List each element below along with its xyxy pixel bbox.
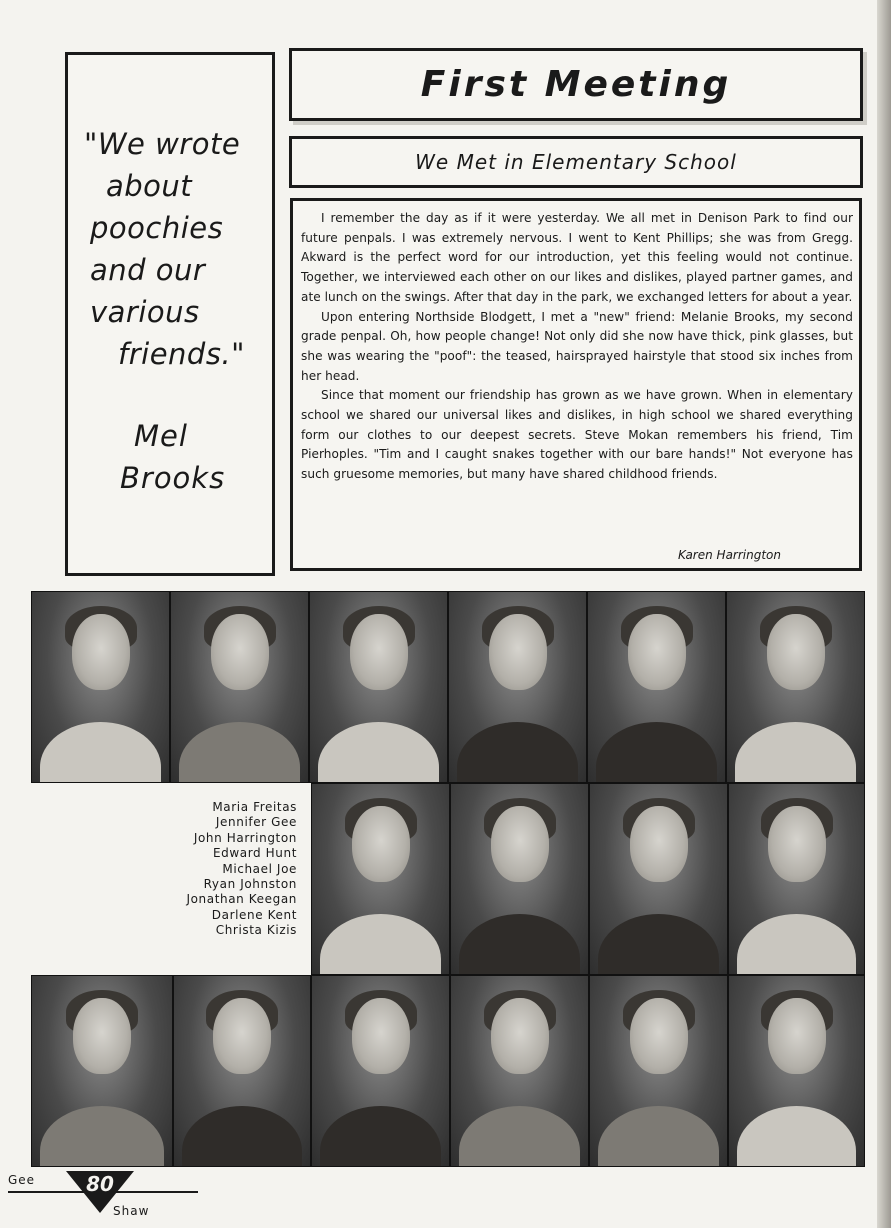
quote-line: "We wrote (84, 127, 241, 161)
student-name: Jonathan Keegan (186, 892, 297, 907)
student-name: Christa Kizis (215, 923, 297, 938)
portrait-photo (451, 976, 588, 1166)
quote-author-line: Mel (134, 419, 188, 453)
story-box (290, 198, 862, 571)
student-name: Ryan Johnston (203, 877, 297, 892)
story-paragraph: Since that moment our friendship has grown as we have grown. When in elementary school we shared our universal likes and dislikes, in high school we shared everything form our clothes to our deepest secrets. Steve Mokan remembers his friend, Tim Pierhoples. "Tim and I caught snakes together with our bare hands!" Not everyone has such gruesome memories, but many have shared childhood friends. (301, 388, 853, 482)
footer-name-end: Shaw (113, 1204, 150, 1218)
story-text (301, 209, 853, 485)
story-paragraph: Upon entering Northside Blodgett, I met a "new" friend: Melanie Brooks, my second grade penpal. Oh, how people change! Not only did she now have thick, pink glasses, but she was wearing the "poof": the teased, hairsprayed hairstyle that stood six inches from her head. (301, 309, 853, 383)
quote-line: and our (90, 253, 206, 287)
student-name: Jennifer Gee (215, 815, 297, 830)
author-signature: Karen Harrington (678, 548, 781, 562)
quote-line: various (90, 295, 200, 329)
portrait-photo (174, 976, 310, 1166)
portrait-photo (588, 592, 725, 782)
student-name: John Harrington (193, 830, 297, 845)
page-binding-edge (877, 0, 891, 1228)
portrait-photo (171, 592, 308, 782)
portrait-photo (310, 592, 447, 782)
student-name: Michael Joe (222, 861, 297, 876)
portrait-photo (590, 976, 727, 1166)
portrait-photo (590, 784, 727, 974)
footer-name-start: Gee (8, 1173, 36, 1187)
quote-author-line: Brooks (120, 461, 226, 495)
quote-box (65, 52, 275, 576)
quote-line: poochies (90, 211, 224, 245)
subtitle-box (289, 136, 863, 188)
page-number: 80 (86, 1172, 114, 1196)
page-subtitle: We Met in Elementary School (415, 150, 737, 174)
portrait-photo (729, 784, 864, 974)
title-box (289, 48, 863, 121)
student-names (150, 800, 297, 939)
student-name: Maria Freitas (212, 800, 297, 814)
portrait-photo (451, 784, 588, 974)
quote-line: about (106, 169, 193, 203)
portrait-photo (727, 592, 864, 782)
quote-line: friends." (118, 337, 245, 371)
quote-author (120, 415, 270, 499)
portrait-photo (312, 976, 449, 1166)
story-paragraph: I remember the day as if it were yesterday. We all met in Denison Park to find our future penpals. I was extremely nervous. I went to Kent Phillips; she was from Gregg. Akward is the perfect word for our introduction, yet this feeling would not continue. Together, we interviewed each other on our likes and dislikes, played partner games, and ate lunch on the swings. After that day in the park, we exchanged letters for about a year. (301, 211, 853, 304)
page-title: First Meeting (420, 64, 732, 105)
portrait-photo (32, 976, 172, 1166)
portrait-photo (449, 592, 586, 782)
student-name: Edward Hunt (212, 846, 297, 861)
student-name: Darlene Kent (211, 907, 297, 922)
portrait-photo (312, 784, 449, 974)
quote-text (84, 123, 274, 375)
portrait-photo (32, 592, 169, 782)
portrait-photo (729, 976, 864, 1166)
